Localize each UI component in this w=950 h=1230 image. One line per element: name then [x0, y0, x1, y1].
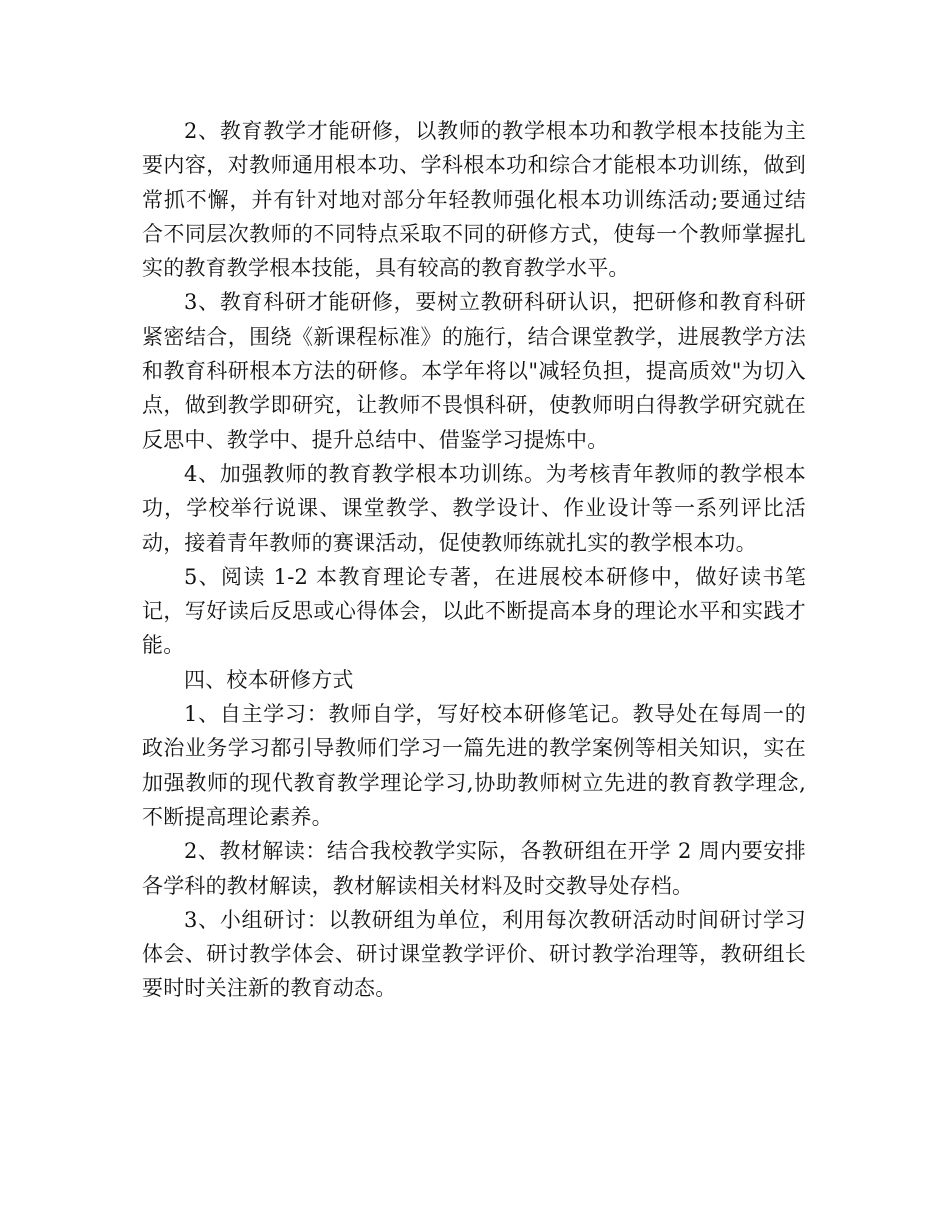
- paragraph-basic-skills-training: 4、加强教师的教育教学根本功训练。为考核青年教师的教学根本功，学校举行说课、课堂教学、教学设计、作业设计等一系列评比活动，接着青年教师的赛课活动，促使教师练就扎实的教学根本功。: [142, 461, 806, 555]
- paragraph-reading-theory: 5、阅读 1-2 本教育理论专著，在进展校本研修中，做好读书笔记，写好读后反思或心得体会，以此不断提高本身的理论水平和实践才能。: [142, 564, 806, 658]
- document-body: [142, 114, 806, 1006]
- paragraph-group-discussion: 3、小组研讨：以教研组为单位，利用每次教研活动时间研讨学习体会、研讨教学体会、研讨课堂教学评价、研讨教学治理等，教研组长要时时关注新的教育动态。: [142, 907, 806, 1001]
- section-heading-study-methods: 四、校本研修方式: [184, 667, 354, 692]
- paragraph-research-ability: 3、教育科研才能研修，要树立教研科研认识，把研修和教育科研紧密结合，围绕《新课程标准》的施行，结合课堂教学，进展教学方法和教育科研根本方法的研修。本学年将以"减轻负担，提高质效"为切入点，做到教学即研究，让教师不畏惧科研，使教师明白得教学研究就在反思中、教学中、提升总结中、借鉴学习提炼中。: [142, 290, 806, 452]
- paragraph-self-study: 1、自主学习：教师自学，写好校本研修笔记。教导处在每周一的政治业务学习都引导教师们学习一篇先进的教学案例等相关知识，实在加强教师的现代教育教学理论学习,协助教师树立先进的教育教学理念,不断提高理论素养。: [142, 702, 806, 829]
- paragraph-textbook-interpretation: 2、教材解读：结合我校教学实际，各教研组在开学 2 周内要安排各学科的教材解读，教材解读相关材料及时交教导处存档。: [142, 839, 806, 898]
- paragraph-teaching-ability: 2、教育教学才能研修，以教师的教学根本功和教学根本技能为主要内容，对教师通用根本功、学科根本功和综合才能根本功训练，做到常抓不懈，并有针对地对部分年轻教师强化根本功训练活动;要通过结合不同层次教师的不同特点采取不同的研修方式，使每一个教师掌握扎实的教育教学根本技能，具有较高的教育教学水平。: [142, 119, 806, 281]
